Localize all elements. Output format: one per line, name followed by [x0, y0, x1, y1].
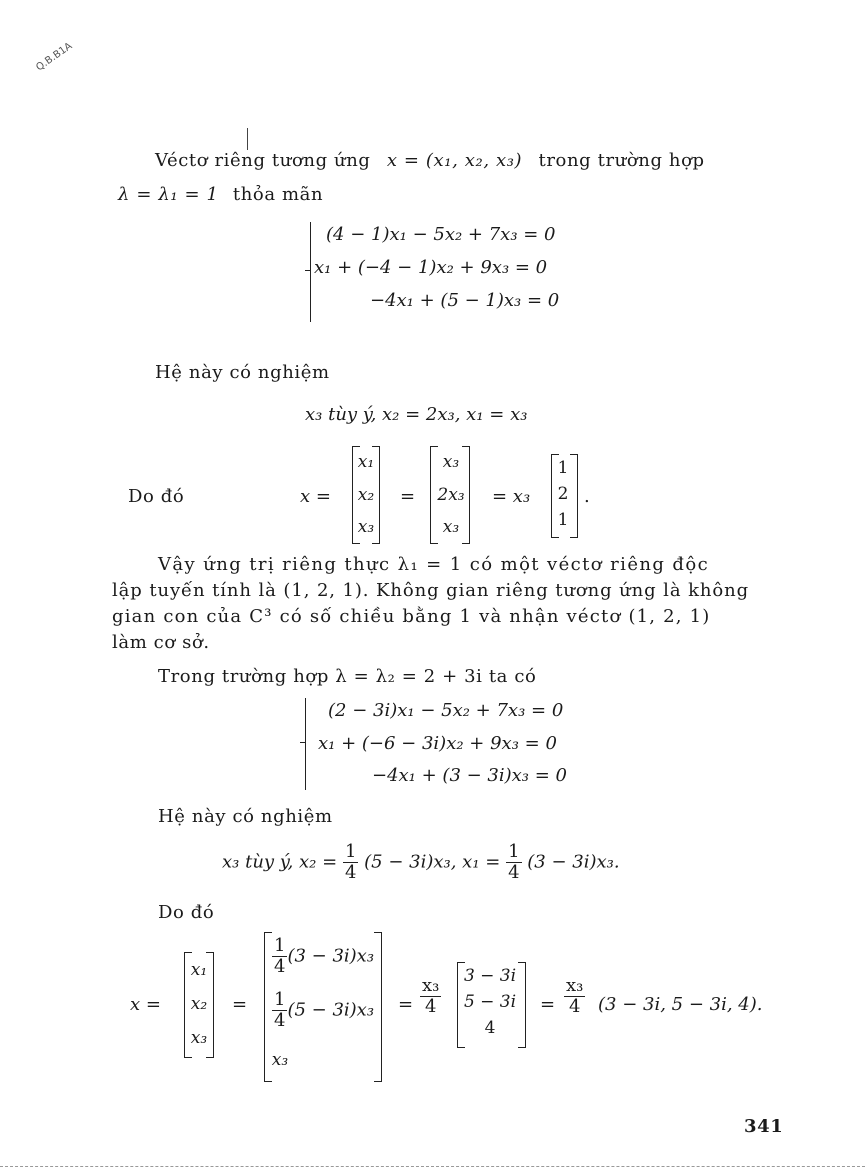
matrix-cell: 2 [557, 484, 569, 504]
result-tuple: (3 − 3i, 5 − 3i, 4). [598, 994, 763, 1015]
para1-line1: Véctơ riêng tương ứng x = (x₁, x₂, x₃) trong trường hợp [155, 150, 705, 171]
matrix-cell: 3 − 3i [463, 966, 517, 986]
equals-sign: = [540, 994, 556, 1015]
bracket [374, 932, 382, 1082]
para2-line4: làm cơ sở. [112, 632, 210, 653]
do-do-label-2: Do đó [158, 902, 215, 923]
scalar-fraction-2: $\frac{\text{x₃}}{4}$ [566, 975, 584, 1017]
sys2-eq2: x₁ + (−6 − 3i)x₂ + 9x₃ = 0 [318, 733, 557, 754]
para2-line1: Vậy ứng trị riêng thực λ₁ = 1 có một véctơ riêng độc [158, 554, 710, 575]
equals-sign: = [232, 994, 248, 1015]
matrix-entry-1: $\frac{1}{4}$ (3 − 3i)x₃ [274, 935, 375, 977]
page-number: 341 [744, 1116, 784, 1137]
bracket [518, 962, 526, 1048]
vec1-lhs: x = [300, 486, 331, 507]
matrix-cell: x₃ [271, 1050, 289, 1070]
sys1-eq1: (4 − 1)x₁ − 5x₂ + 7x₃ = 0 [326, 224, 556, 245]
vec2-lhs: x = [130, 994, 161, 1015]
matrix-entry-2: $\frac{1}{4}$ (5 − 3i)x₃ [274, 989, 375, 1031]
system-brace [310, 222, 311, 322]
matrix-cell: x₃ [357, 517, 375, 537]
para1-line2: λ = λ₁ = 1 thỏa mãn [118, 184, 324, 205]
solution-line: x₃ tùy ý, x₂ = 2x₃, x₁ = x₃ [305, 404, 528, 425]
solution-heading-2: Hệ này có nghiệm [158, 806, 333, 827]
page-edge [0, 1166, 865, 1167]
library-stamp: Q.B.B1A [34, 40, 75, 74]
system-brace [305, 698, 306, 790]
para2-line3: gian con của C³ có số chiều bằng 1 và nhận véctơ (1, 2, 1) [112, 606, 711, 627]
matrix-cell: x₁ [190, 960, 208, 980]
matrix-cell: 1 [557, 458, 569, 478]
matrix-cell: x₂ [357, 485, 375, 505]
scalar-fraction: $\frac{\text{x₃}}{4}$ [422, 975, 440, 1017]
equals-sign: = [398, 994, 414, 1015]
fraction: $\frac{1}{4}$ [508, 841, 520, 883]
matrix-cell: 5 − 3i [463, 992, 517, 1012]
sys1-eq2: x₁ + (−4 − 1)x₂ + 9x₃ = 0 [314, 257, 548, 278]
case2-line: Trong trường hợp λ = λ₂ = 2 + 3i ta có [158, 666, 537, 687]
scan-mark [247, 128, 248, 150]
sys2-eq3: −4x₁ + (3 − 3i)x₃ = 0 [372, 765, 568, 786]
solution-line-2: x₃ tùy ý, x₂ = $\frac{1}{4}$ (5 − 3i)x₃, x₁ = $\frac{1}{4}$ (3 − 3i)x₃. [222, 841, 620, 883]
period: . [584, 486, 590, 507]
scalar-factor: = x₃ [492, 486, 531, 507]
para2-line2: lập tuyến tính là (1, 2, 1). Không gian riêng tương ứng là không [112, 580, 750, 601]
matrix-cell: x₃ [442, 517, 460, 537]
fraction: $\frac{1}{4}$ [344, 841, 357, 883]
sys1-eq3: −4x₁ + (5 − 1)x₃ = 0 [370, 290, 560, 311]
do-do-label: Do đó [128, 486, 185, 507]
matrix-cell: x₃ [442, 452, 460, 472]
matrix-cell: 4 [484, 1018, 496, 1038]
solution-heading: Hệ này có nghiệm [155, 362, 330, 383]
matrix-cell: 2x₃ [437, 485, 465, 505]
equals-sign: = [400, 486, 416, 507]
sys2-eq1: (2 − 3i)x₁ − 5x₂ + 7x₃ = 0 [328, 700, 564, 721]
matrix-cell: x₁ [357, 452, 375, 472]
matrix-cell: 1 [557, 510, 569, 530]
matrix-cell: x₃ [190, 1028, 208, 1048]
matrix-cell: x₂ [190, 994, 208, 1014]
